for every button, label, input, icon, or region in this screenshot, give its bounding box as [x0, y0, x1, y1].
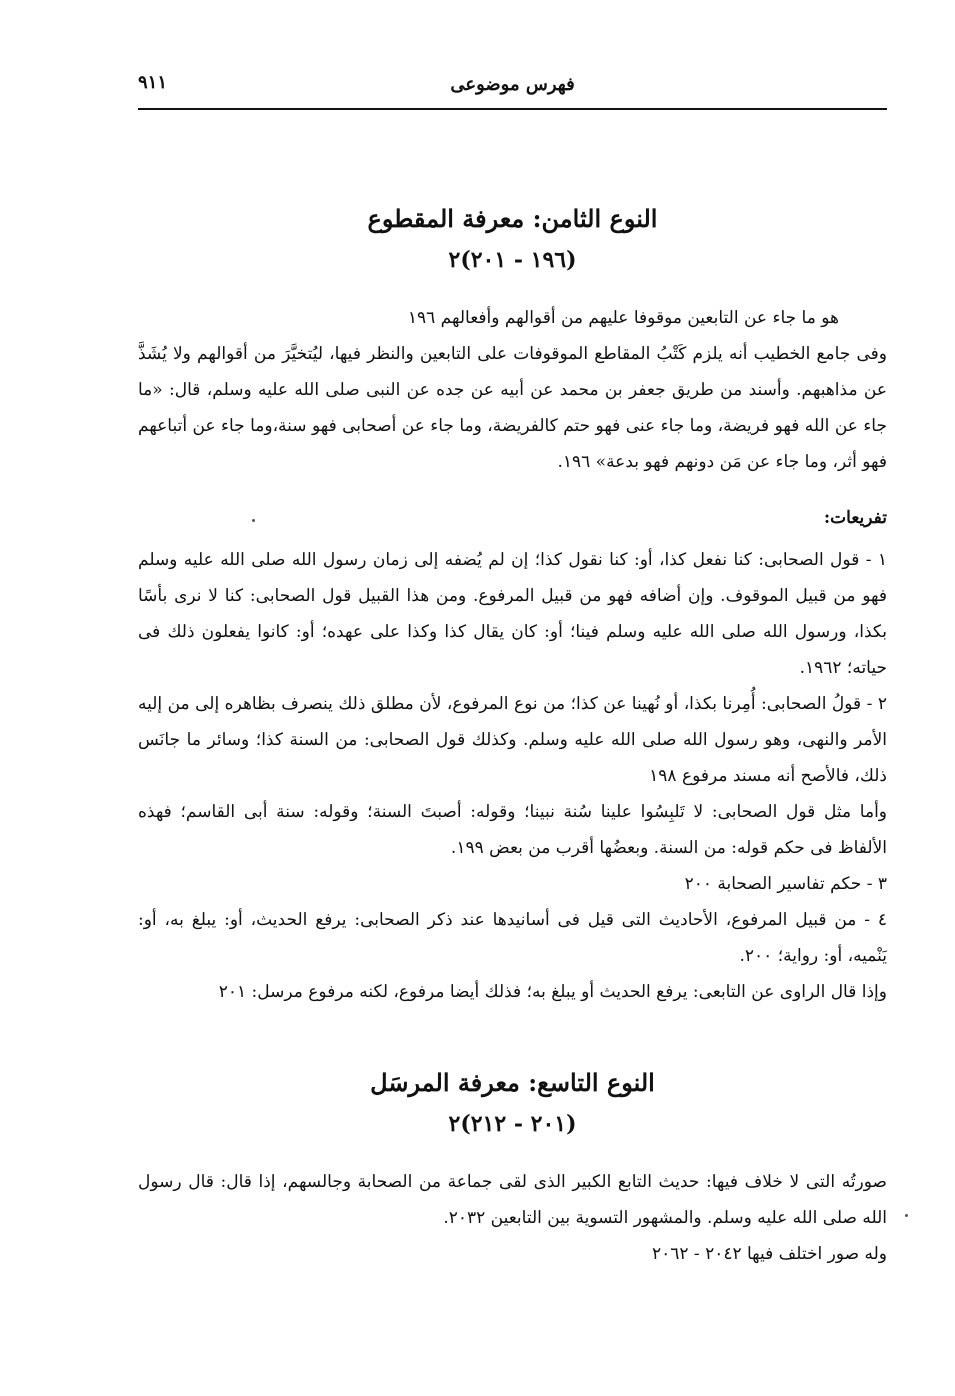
- section-9-heading: [138, 1062, 887, 1144]
- list-item-2: ٢ - قولُ الصحابى: أُمِرنا بكذا، أو نُهينا عن كذا؛ من نوع المرفوع، لأن مطلق ذلك ينصرف بظاهره إلى من إليه الأمر والنهى، وهو رسول الله صلى الله عليه وسلم. وكذلك قول الصحابى: من السنة كذا؛ وسائر ما جانَس ذلك، فالأصح أنه مسند مرفوع ١٩٨: [138, 694, 887, 786]
- section-8-title: النوع الثامن: معرفة المقطوع: [367, 204, 658, 233]
- list-item-1: ١ - قول الصحابى: كنا نفعل كذا، أو: كنا نقول كذا؛ إن لم يُضفه إلى زمان رسول الله صلى الله عليه وسلم فهو من قبيل الموقوف. وإن أضافه فهو من قبيل المرفوع. ومن هذا القبيل قول الصحابى: كنا لا نرى بأسًا بكذا، ورسول الله صلى الله عليه وسلم فينا؛ أو: كان يقال كذا وكذا على عهده؛ أو: كانوا يفعلون ذلك فى حياته؛ ١٩٦٢.: [138, 550, 887, 678]
- section-8-paragraph-3: وأما مثل قول الصحابى: لا تَلبِسُوا علينا سُنة نبينا؛ وقوله: أصبتَ السنة؛ وقوله: سنة أبى القاسم؛ فهذه الألفاظ فى حكم قوله: من السنة. وبعضُها أقرب من بعض ١٩٩.: [138, 802, 887, 858]
- section-9-paragraph-2: وله صور اختلف فيها ٢٠٤٢ - ٢٠٦٢: [651, 1244, 887, 1264]
- section-9-title: النوع التاسع: معرفة المرسَل: [370, 1068, 655, 1097]
- running-title: فهرس موضوعى: [450, 74, 575, 95]
- scan-speck: [905, 1214, 908, 1217]
- section-8-body: [138, 300, 887, 1010]
- section-9-body: [138, 1164, 887, 1272]
- section-8-range: (١٩٦ - ٢٠١)٢: [448, 247, 577, 273]
- tafriat-label: تفريعات:: [823, 508, 887, 528]
- page-number: ٩١١: [138, 72, 168, 93]
- section-8-heading: [138, 198, 887, 280]
- section-8-paragraph-2: وفى جامع الخطيب أنه يلزم كَتْبُ المقاطع الموقوفات على التابعين والنظر فيها، ليُتخيَّرَ من أقوالهم ولا يُشَذَّ عن مذاهبهم. وأسند من طريق جعفر بن محمد عن أبيه عن جده عن النبى صلى الله عليه وسلم، قال: «ما جاء عن الله فهو فريضة، وما جاء عنى فهو حتم كالفريضة، وما جاء عن أصحابى فهو سنة،وما جاء عن أتباعهم فهو أثر، وما جاء عن مَن دونهم فهو بدعة» ١٩٦.: [138, 344, 887, 472]
- section-9-range: (٢٠١ - ٢١٢)٢: [448, 1111, 577, 1137]
- list-item-4: ٤ - من قبيل المرفوع، الأحاديث التى قيل فى أسانيدها عند ذكر الصحابى: يرفع الحديث، أو: يبلغ به، أو: يَنْميه، أو: رواية؛ ٢٠٠.: [138, 910, 887, 966]
- section-8-paragraph-4: وإذا قال الراوى عن التابعى: يرفع الحديث أو يبلغ به؛ فذلك أيضا مرفوع، لكنه مرفوع مرسل: ٢٠١: [218, 982, 887, 1002]
- section-8-paragraph-1: هو ما جاء عن التابعين موقوفا عليهم من أقوالهم وأفعالهم ١٩٦: [407, 308, 839, 328]
- section-9-paragraph-1: صورتُه التى لا خلاف فيها: حديث التابع الكبير الذى لقى جماعة من الصحابة وجالسهم، إذا قال: قال رسول الله صلى الله عليه وسلم. والمشهور التسوية بين التابعين ٢٠٣٢.: [138, 1172, 887, 1228]
- page-header: [138, 62, 887, 110]
- list-item-3: ٣ - حكم تفاسير الصحابة ٢٠٠: [684, 874, 887, 894]
- scan-speck: [252, 519, 255, 522]
